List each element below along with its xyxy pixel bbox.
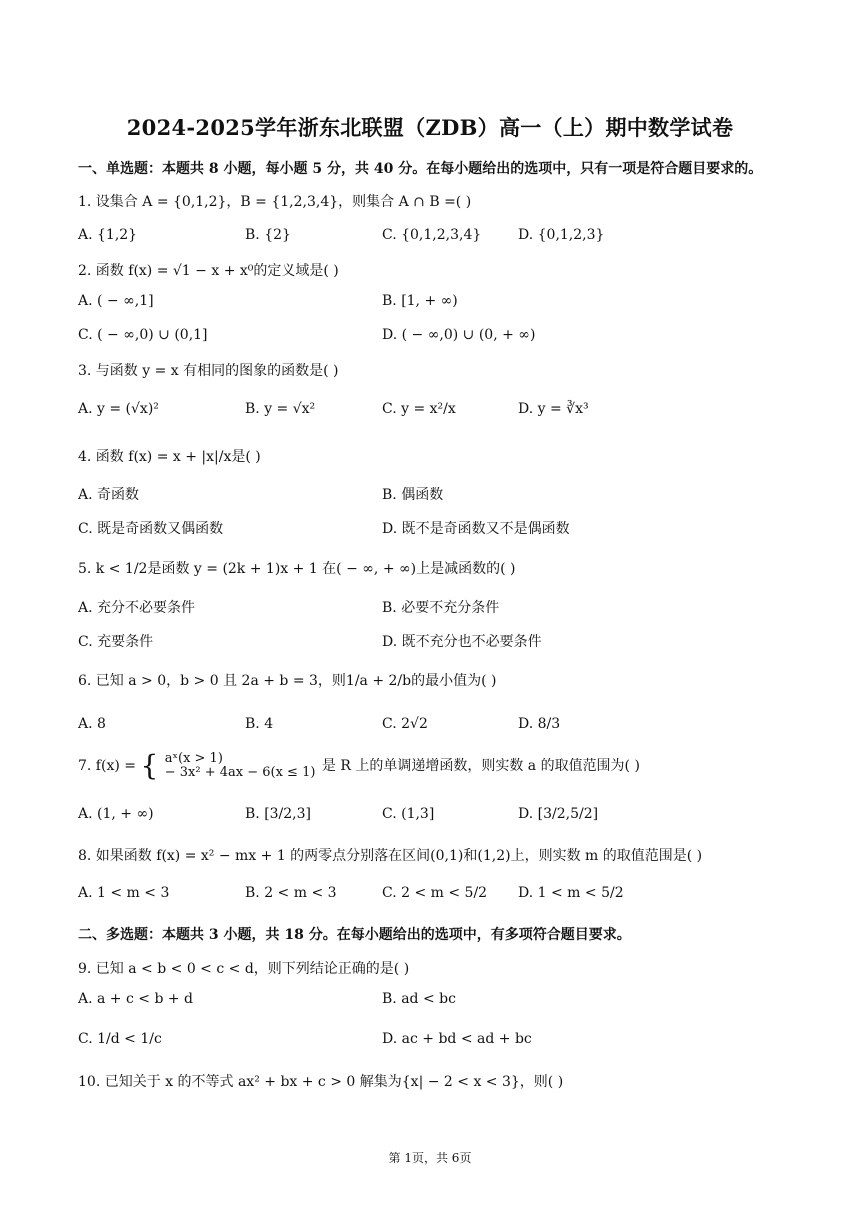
question-3-option-a: A. y = (√x)² — [78, 401, 159, 417]
question-2-stem: 2. 函数 f(x) = √1 − x + x⁰的定义域是( ) — [78, 263, 339, 279]
piecewise-case-2: − 3x² + 4ax − 6(x ≤ 1) — [164, 765, 316, 780]
page-title: 2024-2025学年浙东北联盟（ZDB）高一（上）期中数学试卷 — [126, 115, 734, 140]
question-3-option-b: B. y = √x² — [245, 401, 316, 417]
question-6-option-b: B. 4 — [245, 716, 274, 732]
piecewise-function — [165, 752, 316, 779]
question-1-option-d: D. {0,1,2,3} — [518, 227, 605, 243]
question-7-option-c: C. (1,3] — [382, 806, 435, 822]
question-1-option-c: C. {0,1,2,3,4} — [382, 227, 482, 243]
question-6-option-c: C. 2√2 — [382, 716, 428, 732]
question-3-option-c: C. y = x²/x — [382, 401, 456, 417]
question-8-option-d: D. 1 < m < 5/2 — [518, 885, 624, 901]
question-8-option-b: B. 2 < m < 3 — [245, 885, 337, 901]
section-heading-single-choice: 一、单选题：本题共 8 小题，每小题 5 分，共 40 分。在每小题给出的选项中，只有一项是符合题目要求的。 — [78, 161, 763, 177]
question-9-option-a: A. a + c < b + d — [78, 991, 194, 1007]
question-5-option-d: D. 既不充分也不必要条件 — [382, 634, 542, 650]
question-2-option-c: C. ( − ∞,0) ∪ (0,1] — [78, 327, 208, 343]
question-3-option-d: D. y = ∛x³ — [518, 401, 589, 417]
question-1-option-b: B. {2} — [245, 227, 291, 243]
question-2-option-b: B. [1, + ∞) — [382, 293, 458, 309]
question-7-option-d: D. [3/2,5/2] — [518, 806, 599, 822]
question-1-option-a: A. {1,2} — [78, 227, 138, 243]
question-7-option-b: B. [3/2,3] — [245, 806, 312, 822]
question-9-stem: 9. 已知 a < b < 0 < c < d，则下列结论正确的是( ) — [78, 961, 410, 977]
question-10-stem: 10. 已知关于 x 的不等式 ax² + bx + c > 0 解集为{x| − 2 < x < 3}，则( ) — [78, 1074, 564, 1090]
question-1-stem: 1. 设集合 A = {0,1,2}，B = {1,2,3,4}，则集合 A ∩ B =( ) — [78, 194, 472, 210]
question-8-option-a: A. 1 < m < 3 — [78, 885, 170, 901]
question-9-option-c: C. 1/d < 1/c — [78, 1031, 162, 1047]
question-6-option-a: A. 8 — [78, 716, 106, 732]
question-4-option-a: A. 奇函数 — [78, 487, 140, 503]
question-4-option-d: D. 既不是奇函数又不是偶函数 — [382, 521, 570, 537]
question-5-stem: 5. k < 1/2是函数 y = (2k + 1)x + 1 在( − ∞, + ∞)上是减函数的( ) — [78, 561, 516, 577]
piecewise-case-1: aˣ(x > 1) — [164, 751, 223, 767]
page-footer: 第 1页，共 6页 — [388, 1151, 472, 1165]
question-7-stem — [78, 749, 640, 782]
question-2-option-a: A. ( − ∞,1] — [78, 293, 154, 309]
question-5-option-b: B. 必要不充分条件 — [382, 600, 500, 616]
question-5-option-c: C. 充要条件 — [78, 634, 154, 650]
question-4-stem: 4. 函数 f(x) = x + |x|/x是( ) — [78, 449, 261, 465]
piecewise-brace: { — [140, 749, 159, 782]
question-6-option-d: D. 8/3 — [518, 716, 561, 732]
question-7-prefix: 7. f(x) = — [78, 758, 136, 774]
question-3-stem: 3. 与函数 y = x 有相同的图象的函数是( ) — [78, 363, 339, 379]
question-7-option-a: A. (1, + ∞) — [78, 806, 154, 822]
section-heading-multiple-choice: 二、多选题：本题共 3 小题，共 18 分。在每小题给出的选项中，有多项符合题目要求。 — [78, 927, 631, 943]
question-5-option-a: A. 充分不必要条件 — [78, 600, 196, 616]
question-7-suffix: 是 R 上的单调递增函数，则实数 a 的取值范围为( ) — [321, 758, 640, 774]
question-9-option-d: D. ac + bd < ad + bc — [382, 1031, 532, 1047]
question-4-option-c: C. 既是奇函数又偶函数 — [78, 521, 224, 537]
question-6-stem: 6. 已知 a > 0，b > 0 且 2a + b = 3，则1/a + 2/b的最小值为( ) — [78, 673, 497, 689]
question-8-option-c: C. 2 < m < 5/2 — [382, 885, 488, 901]
question-8-stem: 8. 如果函数 f(x) = x² − mx + 1 的两零点分别落在区间(0,1)和(1,2)上，则实数 m 的取值范围是( ) — [78, 848, 703, 864]
question-2-option-d: D. ( − ∞,0) ∪ (0, + ∞) — [382, 327, 536, 343]
question-4-option-b: B. 偶函数 — [382, 487, 444, 503]
question-9-option-b: B. ad < bc — [382, 991, 456, 1007]
